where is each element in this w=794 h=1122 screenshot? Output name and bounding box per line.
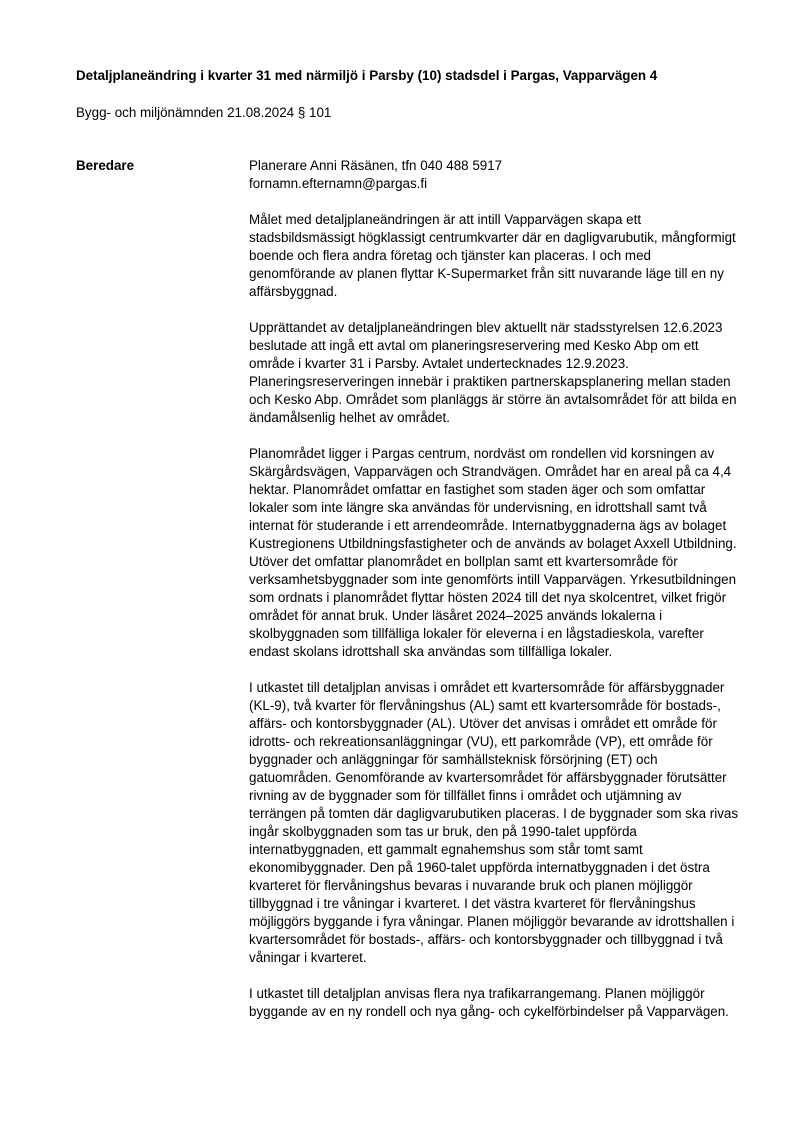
document-title: Detaljplaneändring i kvarter 31 med närmiljö i Parsby (10) stadsdel i Pargas, Vapparvägen 4 [76, 68, 658, 83]
paragraph-goal: Målet med detaljplaneändringen är att intill Vapparvägen skapa ett stadsbildsmässigt högklassigt centrumkvarter där en dagligvarubutik, mångformigt boende och flera andra företag och tjänster kan placeras. I och med genomförande av planen flyttar K-Supermarket från sitt nuvarande läge till en ny affärsbyggnad. [249, 212, 736, 299]
preparer-contact [249, 157, 739, 193]
document-body [249, 157, 739, 1021]
paragraph-traffic: I utkastet till detaljplan anvisas flera nya trafikarrangemang. Planen möjliggör byggande av en ny rondell och nya gång- och cykelförbindelser på Vapparvägen. [249, 986, 729, 1019]
meeting-reference: Bygg- och miljönämnden 21.08.2024 § 101 [76, 105, 332, 120]
paragraph-plan-area: Planområdet ligger i Pargas centrum, nordväst om rondellen vid korsningen av Skärgårdsvägen, Vapparvägen och Strandvägen. Området har en areal på ca 4,4 hektar. Planområdet omfattar en fastighet som staden äger och som omfattar lokaler som inte längre ska användas för undervisning, en idrottshall samt två internat för studerande i ett arrendeområde. Internatbyggnaderna ägs av bolaget Kustregionens Utbildningsfastigheter och de används av bolaget Axxell Utbildning. Utöver det omfattar planområdet en bollplan samt ett kvartersområde för verksamhetsbyggnader som inte genomförts intill Vapparvägen. Yrkesutbildningen som ordnats i planområdet flyttar hösten 2024 till det nya skolcentret, vilket frigör området för annat bruk. Under läsåret 2024–2025 används lokalerna i skolbyggnaden som tillfälliga lokaler för eleverna i en lågstadieskola, varefter endast skolans idrottshall ska användas som tillfälliga lokaler. [249, 446, 737, 659]
preparer-label: Beredare [76, 158, 135, 173]
paragraph-draft-zoning: I utkastet till detaljplan anvisas i området ett kvartersområde för affärsbyggnader (KL-9), två kvarter för flervåningshus (AL) samt ett kvartersområde för bostads-, affärs- och kontorsbyggnader (AL). Utöver det anvisas i området ett område för idrotts- och rekreationsanläggningar (VU), ett parkområde (VP), ett område för byggnader och anläggningar för samhällsteknisk försörjning (ET) och gatuområden. Genomförande av kvartersområdet för affärsbyggnader förutsätter rivning av de byggnader som för tillfället finns i området och utjämning av terrängen på tomten där dagligvarubutiken placeras. I de byggnader som ska rivas ingår skolbyggnaden som tas ur bruk, den på 1990-talet uppförda internatbyggnaden, ett gammalt egnahemshus som står tomt samt ekonomibyggnader. Den på 1960-talet uppförda internatbyggnaden i det östra kvarteret för flervåningshus bevaras i nuvarande bruk och planen möjliggör tillbyggnad i tre våningar i kvarteret. I det västra kvarteret för flervåningshus möjliggörs byggande i fyra våningar. Planen möjliggör bevarande av idrottshallen i kvartersområdet för bostads-, affärs- och kontorsbyggnader och tillbyggnad i två våningar i kvarteret. [249, 680, 739, 965]
paragraph-background: Upprättandet av detaljplaneändringen blev aktuellt när stadsstyrelsen 12.6.2023 beslutade att ingå ett avtal om planeringsreservering med Kesko Abp om ett område i kvarter 31 i Parsby. Avtalet undertecknades 12.9.2023. Planeringsreserveringen innebär i praktiken partnerskapsplanering mellan staden och Kesko Abp. Området som planläggs är större än avtalsområdet för att bilda en ändamålsenlig helhet av området. [249, 320, 737, 425]
preparer-name: Planerare Anni Räsänen, tfn 040 488 5917 [249, 158, 503, 173]
preparer-email: fornamn.efternamn@pargas.fi [249, 176, 428, 191]
